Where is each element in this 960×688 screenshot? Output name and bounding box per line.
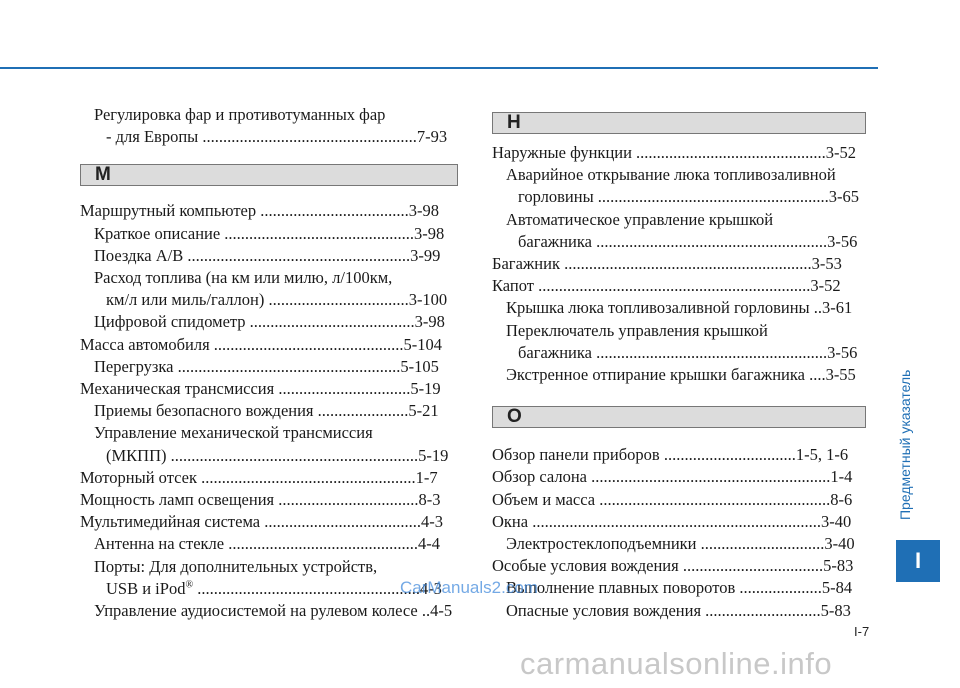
index-entry[interactable]: Автоматическое управление крышкой [506, 209, 774, 229]
index-entry[interactable]: Поездка A/B ......................................................3-99 [94, 245, 441, 265]
index-entry[interactable]: Объем и масса ........................................................8-6 [492, 489, 853, 509]
index-entry[interactable]: (МКПП) ............................................................5-19 [106, 445, 449, 465]
index-entry[interactable]: Краткое описание ..............................................3-98 [94, 223, 445, 243]
watermark: CarManuals2.com [400, 578, 538, 597]
index-entry[interactable]: багажника ........................................................3-56 [518, 342, 858, 362]
index-entry[interactable]: Экстренное отпирание крышки багажника ....3-55 [506, 365, 856, 385]
index-entry[interactable]: Выполнение плавных поворотов ....................5-84 [506, 578, 853, 598]
index-entry[interactable]: Регулировка фар и противотуманных фар [94, 105, 386, 124]
index-entry[interactable]: Порты: Для дополнительных устройств, [94, 556, 378, 576]
section-letter: H [507, 112, 521, 133]
index-entry[interactable]: Обзор салона ..........................................................1-4 [492, 467, 853, 487]
index-entry[interactable]: Особые условия вождения ..................................5-83 [492, 556, 854, 576]
section-header-o [492, 406, 866, 428]
registered-mark: ® [185, 579, 194, 591]
index-entry[interactable]: Управление механической трансмиссия [94, 423, 373, 443]
section-letter: M [95, 164, 111, 186]
entry-page-ref: ......................................................4-3 [193, 578, 442, 598]
index-entry[interactable]: Перегрузка ......................................................5-105 [94, 356, 439, 376]
index-entry[interactable]: Окна ......................................................................3-40 [492, 511, 852, 531]
index-entry[interactable]: Электростеклоподъемники ..............................3-40 [506, 534, 855, 554]
index-entry[interactable]: Механическая трансмиссия ................................5-19 [80, 379, 441, 399]
side-tab-label: Предметный указатель [897, 369, 913, 520]
index-entry[interactable]: Опасные условия вождения ............................5-83 [506, 600, 851, 620]
index-entry[interactable]: Приемы безопасного вождения ......................5-21 [94, 401, 439, 421]
index-entry[interactable]: Наружные функции ..............................................3-52 [492, 143, 857, 162]
index-entry[interactable]: Мощность ламп освещения ..................................8-3 [80, 490, 441, 510]
index-column-left [80, 104, 458, 622]
entry-text: USB и iPod [106, 578, 186, 598]
index-entry[interactable]: Обзор панели приборов ................................1-5, 1-6 [492, 445, 849, 465]
index-entry[interactable]: Масса автомобиля ..............................................5-104 [80, 334, 443, 354]
index-entry[interactable]: Крышка люка топливозаливной горловины ..3-61 [506, 298, 853, 318]
index-entry[interactable]: Переключатель управления крышкой [506, 320, 768, 340]
index-entry[interactable]: Цифровой спидометр ........................................3-98 [94, 312, 445, 332]
index-entry[interactable]: Управление аудиосистемой на рулевом колесе ..4-5 [94, 601, 453, 621]
index-entry[interactable]: Антенна на стекле ..............................................4-4 [94, 534, 440, 554]
index-entry[interactable]: - для Европы ....................................................7-93 [106, 127, 448, 147]
section-header-h [492, 112, 866, 134]
side-tab-letter[interactable]: I [896, 540, 940, 582]
header-rule [0, 67, 878, 69]
index-entry[interactable]: багажника ........................................................3-56 [518, 231, 858, 251]
index-entry[interactable]: Аварийное открывание люка топливозаливной [506, 165, 836, 185]
index-entry[interactable]: Багажник ............................................................3-53 [492, 254, 842, 274]
index-column-right [492, 112, 866, 622]
index-entry[interactable]: Моторный отсек ....................................................1-7 [80, 467, 438, 487]
section-letter: O [507, 406, 522, 428]
index-entry[interactable]: Мультимедийная система ......................................4-3 [80, 512, 443, 532]
index-entry[interactable]: км/л или миль/галлон) ..................................3-100 [106, 290, 448, 310]
index-entry[interactable]: Расход топлива (на км или милю, л/100км, [94, 268, 393, 288]
page-number: I-7 [854, 624, 870, 639]
bottom-brand-watermark: carmanualsonline.info [520, 646, 833, 681]
index-entry[interactable]: Маршрутный компьютер ....................................3-98 [80, 201, 439, 221]
section-header-m [80, 164, 458, 186]
index-entry[interactable]: Капот ..................................................................3-52 [492, 276, 841, 296]
index-entry[interactable]: горловины ........................................................3-65 [518, 187, 860, 207]
